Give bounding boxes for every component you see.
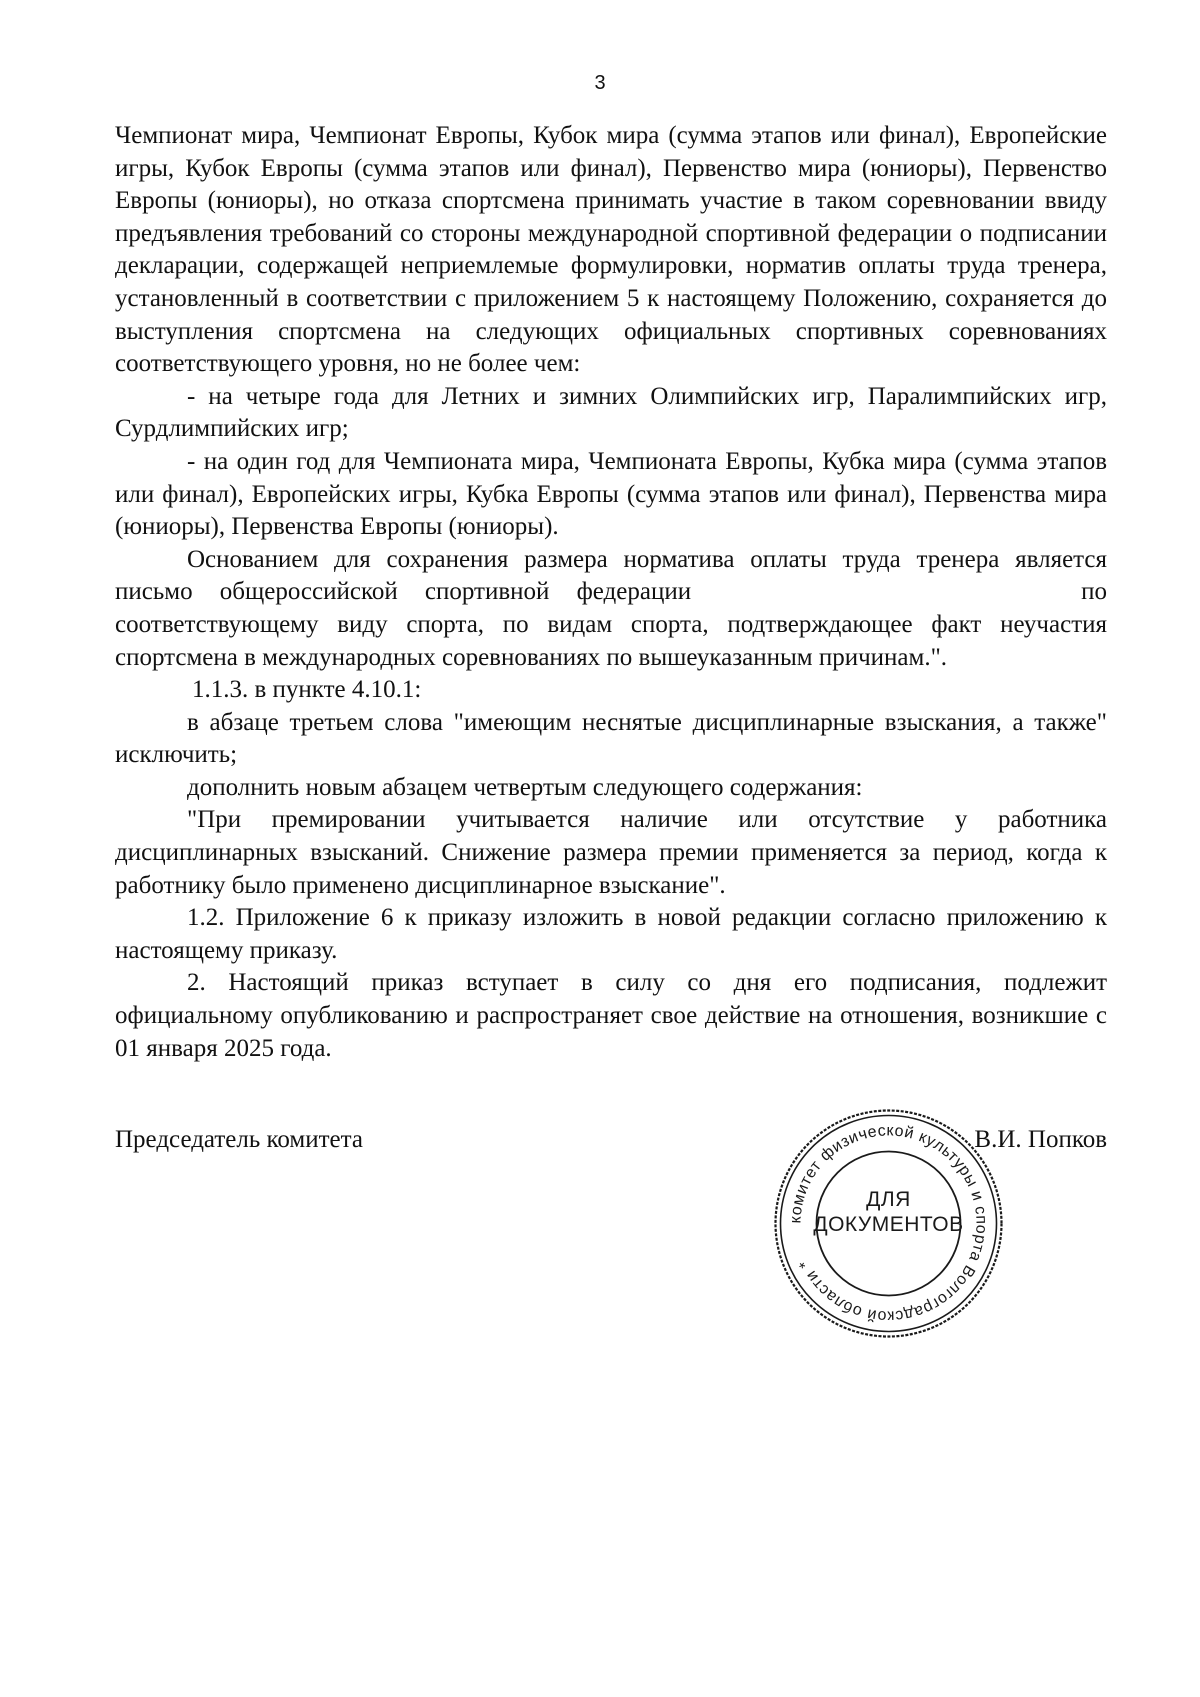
signature-title: Председатель комитета bbox=[115, 1126, 363, 1153]
paragraph-premium-quote: "При премировании учитывается наличие или отсутствие у работника дисциплинарных взысканий. Снижение размера премии применяется за период, когда к работнику было применено дисциплинарное взыскание". bbox=[115, 806, 1107, 899]
paragraph-one-year: - на один год для Чемпионата мира, Чемпионата Европы, Кубка мира (сумма этапов или финал), Европейских игры, Кубка Европы (сумма этапов или финал), Первенства мира (юниоры), Первенства Европы (юниоры). bbox=[115, 447, 1107, 541]
paragraph-championships: Чемпионат мира, Чемпионат Европы, Кубок мира (сумма этапов или финал), Европейские игры, Кубок Европы (сумма этапов или финал), Первенство мира (юниоры), Первенство Европы (юниоры), но отказа спортсмена принимать участие в таком соревновании ввиду предъявления требований со стороны международной спортивной федерации о подписании декларации, содержащей неприемлемые формулировки, норматив оплаты труда тренера, установленный в соответствии с приложением 5 к настоящему Положению, сохраняется до выступления спортсмена на следующих официальных спортивных соревнованиях соответствующего уровня, но не более чем: bbox=[115, 122, 1107, 378]
stamp-center-line-1: ДЛЯ bbox=[866, 1188, 911, 1211]
stamp-ring-text: комитет физической культуры и спорта Волгоградской области * bbox=[787, 1122, 990, 1325]
paragraph-four-years: - на четыре года для Летних и зимних Олимпийских игр, Паралимпийских игр, Сурдлимпийских игр; bbox=[115, 382, 1107, 443]
paragraph-add-fourth: дополнить новым абзацем четвертым следующего содержания: bbox=[187, 773, 863, 801]
paragraph-item-1-1-3: 1.1.3. в пункте 4.10.1: bbox=[192, 676, 422, 704]
document-body bbox=[115, 120, 1107, 1065]
signature-name: В.И. Попков bbox=[974, 1126, 1107, 1153]
page-number: 3 bbox=[594, 72, 606, 94]
stamp-center-line-2: ДОКУМЕНТОВ bbox=[813, 1213, 964, 1236]
paragraph-item-2: 2. Настоящий приказ вступает в силу со дня его подписания, подлежит официальному опубликованию и распространяет свое действие на отношения, возникшие с 01 января 2025 года. bbox=[115, 969, 1107, 1062]
paragraph-basis bbox=[115, 544, 1107, 674]
official-stamp bbox=[771, 1106, 1006, 1341]
paragraph-item-1-2: 1.2. Приложение 6 к приказу изложить в новой редакции согласно приложению к настоящему приказу. bbox=[115, 904, 1107, 964]
paragraph-third-abzac: в абзаце третьем слова "имеющим неснятые дисциплинарные взыскания, а также" исключить; bbox=[115, 708, 1107, 769]
paragraph-basis-end: по соответствующему виду спорта, по видам спорта, подтверждающее факт неучастия спортсмена в международных соревнованиях по вышеуказанным причинам.". bbox=[115, 578, 1107, 671]
paragraph-basis-start: Основанием для сохранения размера норматива оплаты труда тренера является письмо общероссийской спортивной федерации bbox=[115, 545, 1107, 606]
